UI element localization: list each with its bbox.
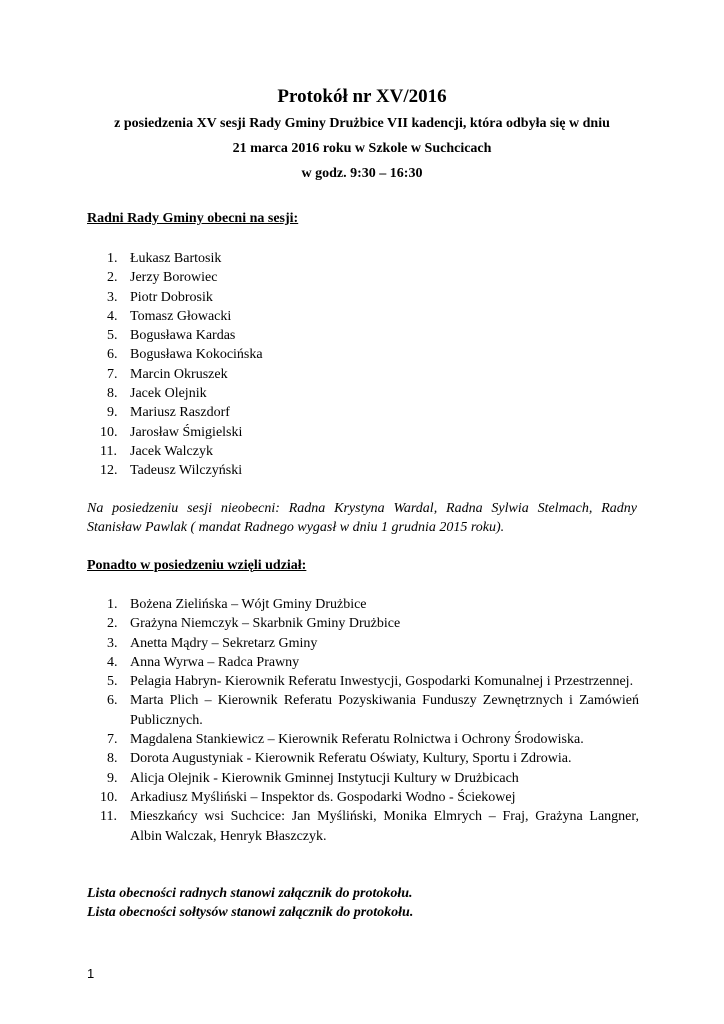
list-item bbox=[87, 403, 639, 422]
list-item bbox=[87, 384, 639, 403]
list-item-number: 2. bbox=[107, 616, 118, 632]
list-item-number: 7. bbox=[107, 732, 118, 748]
list-item-number: 5. bbox=[107, 674, 118, 690]
list-item-text: Bogusława Kardas bbox=[130, 328, 236, 344]
list-item bbox=[87, 461, 639, 480]
list-item-number: 1. bbox=[107, 597, 118, 612]
list-item-number: 2. bbox=[107, 270, 118, 286]
list-item-text: Marcin Okruszek bbox=[130, 366, 228, 382]
list-item-text: Grażyna Niemczyk – Skarbnik Gminy Drużbice bbox=[130, 616, 401, 632]
list-item-text: Mieszkańcy wsi Suchcice: Jan Myśliński, Monika Elmrych – Fraj, Grażyna Langner, Albin Walczak, Henryk Błaszczyk. bbox=[130, 809, 639, 844]
list-item bbox=[87, 268, 639, 287]
list-item bbox=[87, 288, 639, 307]
footer-note-village-heads: Lista obecności sołtysów stanowi załącznik do protokołu. bbox=[87, 905, 414, 920]
list-item-text: Bogusława Kokocińska bbox=[130, 347, 263, 363]
list-item bbox=[87, 634, 639, 653]
list-item-number: 4. bbox=[107, 654, 118, 670]
list-item-number: 7. bbox=[107, 366, 118, 382]
list-item bbox=[87, 653, 639, 672]
subtitle-line-1: z posiedzenia XV sesji Rady Gminy Drużbice VII kadencji, która odbyła się w dniu bbox=[114, 116, 610, 131]
list-item-text: Jerzy Borowiec bbox=[130, 270, 218, 286]
list-item-text: Marta Plich – Kierownik Referatu Pozyskiwania Funduszy Zewnętrznych i Zamówień Publicznych. bbox=[130, 693, 639, 728]
list-item-number: 8. bbox=[107, 751, 118, 767]
absent-note: Na posiedzeniu sesji nieobecni: Radna Krystyna Wardal, Radna Sylwia Stelmach, Radny Stanisław Pawlak ( mandat Radnego wygasł w dniu 1 grudnia 2015 roku). bbox=[87, 501, 637, 535]
list-item-text: Tomasz Głowacki bbox=[130, 308, 232, 324]
councillors-heading: Radni Rady Gminy obecni na sesji: bbox=[87, 211, 299, 226]
councillors-list bbox=[87, 249, 639, 481]
list-item-number: 1. bbox=[107, 251, 118, 266]
list-item bbox=[87, 691, 639, 730]
list-item-text: Magdalena Stankiewicz – Kierownik Referatu Rolnictwa i Ochrony Środowiska. bbox=[130, 732, 584, 748]
list-item-text: Alicja Olejnik - Kierownik Gminnej Instytucji Kultury w Drużbicach bbox=[130, 770, 519, 786]
list-item-number: 12. bbox=[100, 463, 118, 479]
list-item bbox=[87, 365, 639, 384]
list-item-number: 3. bbox=[107, 289, 118, 305]
list-item bbox=[87, 345, 639, 364]
list-item bbox=[87, 423, 639, 442]
list-item-text: Jacek Olejnik bbox=[130, 386, 207, 402]
list-item-number: 10. bbox=[100, 424, 118, 440]
list-item bbox=[87, 595, 639, 614]
list-item-text: Jacek Walczyk bbox=[130, 443, 213, 459]
subtitle-line-2: 21 marca 2016 roku w Szkole w Suchcicach bbox=[232, 141, 492, 156]
list-item bbox=[87, 749, 639, 768]
list-item-text: Łukasz Bartosik bbox=[130, 251, 222, 266]
list-item-number: 4. bbox=[107, 308, 118, 324]
list-item-text: Piotr Dobrosik bbox=[130, 289, 213, 305]
page-number: 1 bbox=[87, 966, 95, 981]
footer-note-councillors: Lista obecności radnych stanowi załącznik do protokołu. bbox=[87, 886, 413, 901]
list-item bbox=[87, 307, 639, 326]
list-item-number: 11. bbox=[100, 809, 117, 825]
participants-heading: Ponadto w posiedzeniu wzięli udział: bbox=[87, 558, 307, 573]
list-item bbox=[87, 807, 639, 846]
list-item bbox=[87, 442, 639, 461]
list-item-text: Mariusz Raszdorf bbox=[130, 405, 230, 421]
list-item-number: 6. bbox=[107, 347, 118, 363]
participants-list bbox=[87, 595, 639, 846]
list-item-number: 10. bbox=[100, 789, 118, 805]
list-item-number: 3. bbox=[107, 635, 118, 651]
subtitle-line-3: w godz. 9:30 – 16:30 bbox=[301, 166, 423, 181]
list-item-text: Dorota Augustyniak - Kierownik Referatu Oświaty, Kultury, Sportu i Zdrowia. bbox=[130, 751, 572, 767]
list-item bbox=[87, 730, 639, 749]
list-item-number: 11. bbox=[100, 443, 117, 459]
list-item-number: 8. bbox=[107, 386, 118, 402]
list-item bbox=[87, 614, 639, 633]
list-item bbox=[87, 769, 639, 788]
list-item-text: Bożena Zielińska – Wójt Gminy Drużbice bbox=[130, 597, 367, 612]
list-item-text: Arkadiusz Myśliński – Inspektor ds. Gospodarki Wodno - Ściekowej bbox=[130, 789, 516, 805]
list-item-text: Anetta Mądry – Sekretarz Gminy bbox=[130, 635, 318, 651]
list-item bbox=[87, 326, 639, 345]
list-item-number: 9. bbox=[107, 405, 118, 421]
list-item-number: 5. bbox=[107, 328, 118, 344]
list-item bbox=[87, 788, 639, 807]
list-item-text: Tadeusz Wilczyński bbox=[130, 463, 243, 479]
list-item-text: Jarosław Śmigielski bbox=[130, 424, 243, 440]
list-item bbox=[87, 672, 639, 691]
page-title: Protokół nr XV/2016 bbox=[277, 86, 447, 107]
list-item-number: 9. bbox=[107, 770, 118, 786]
list-item bbox=[87, 249, 639, 268]
list-item-number: 6. bbox=[107, 693, 118, 709]
list-item-text: Anna Wyrwa – Radca Prawny bbox=[130, 654, 300, 670]
list-item-text: Pelagia Habryn- Kierownik Referatu Inwestycji, Gospodarki Komunalnej i Przestrzennej. bbox=[130, 674, 634, 690]
